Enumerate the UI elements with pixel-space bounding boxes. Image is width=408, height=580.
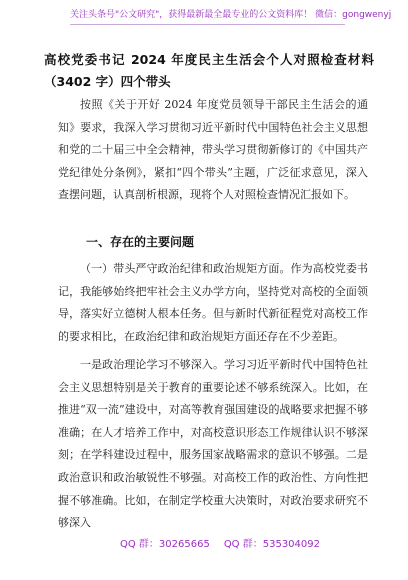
footer-contact: [120, 537, 320, 553]
section-heading: 一、存在的主要问题: [86, 235, 195, 249]
detail-paragraph: 一是政治理论学习不够深入。学习习近平新时代中国特色社会主义思想特别是关于教育的重要论述不够系统深入。比如，在推进“双一流”建设中，对高等教育强国建设的战略要求把握不够准确；在人才培养工作中，对高校意识形态工作规律认识不够深刻；在学科建设过程中，服务国家战略需求的意识不够强。二是政治意识和政治敏锐性不够强。对高校工作的政治性、方向性把握不够准确。比如，在制定学校重大决策时，对政治要求研究不够深入: [58, 358, 368, 530]
qq-group-1: QQ 群：30265665: [120, 539, 210, 550]
subsection-paragraph: （一）带头严守政治纪律和政治规矩方面。作为高校党委书记，我能够始终把牢社会主义办学方向，坚持党对高校的全面领导，落实好立德树人根本任务。但与新时代新征程党对高校工作的要求相比，在政治纪律和政治规矩方面还存在不少差距。: [58, 262, 368, 343]
document-title: 高校党委书记 2024 年度民主生活会个人对照检查材料（3402 字）四个带头: [44, 52, 374, 89]
intro-paragraph: 按照《关于开好 2024 年度党员领导干部民主生活会的通知》要求，我深入学习贯彻习近平新时代中国特色社会主义思想和党的二十届三中全会精神，带头学习贯彻新修订的《中国共产党纪律处分条例》，紧扣“四个带头”主题，广泛征求意见，深入查摆问题，认真剖析根源，现将个人对照检查情况汇报如下。: [58, 98, 368, 202]
header-banner: 关注头条号"公文研究"，获得最新最全最专业的公文资料库！ 微信：gongwenyj: [70, 6, 345, 25]
qq-group-2: QQ 群：535304092: [223, 539, 320, 550]
